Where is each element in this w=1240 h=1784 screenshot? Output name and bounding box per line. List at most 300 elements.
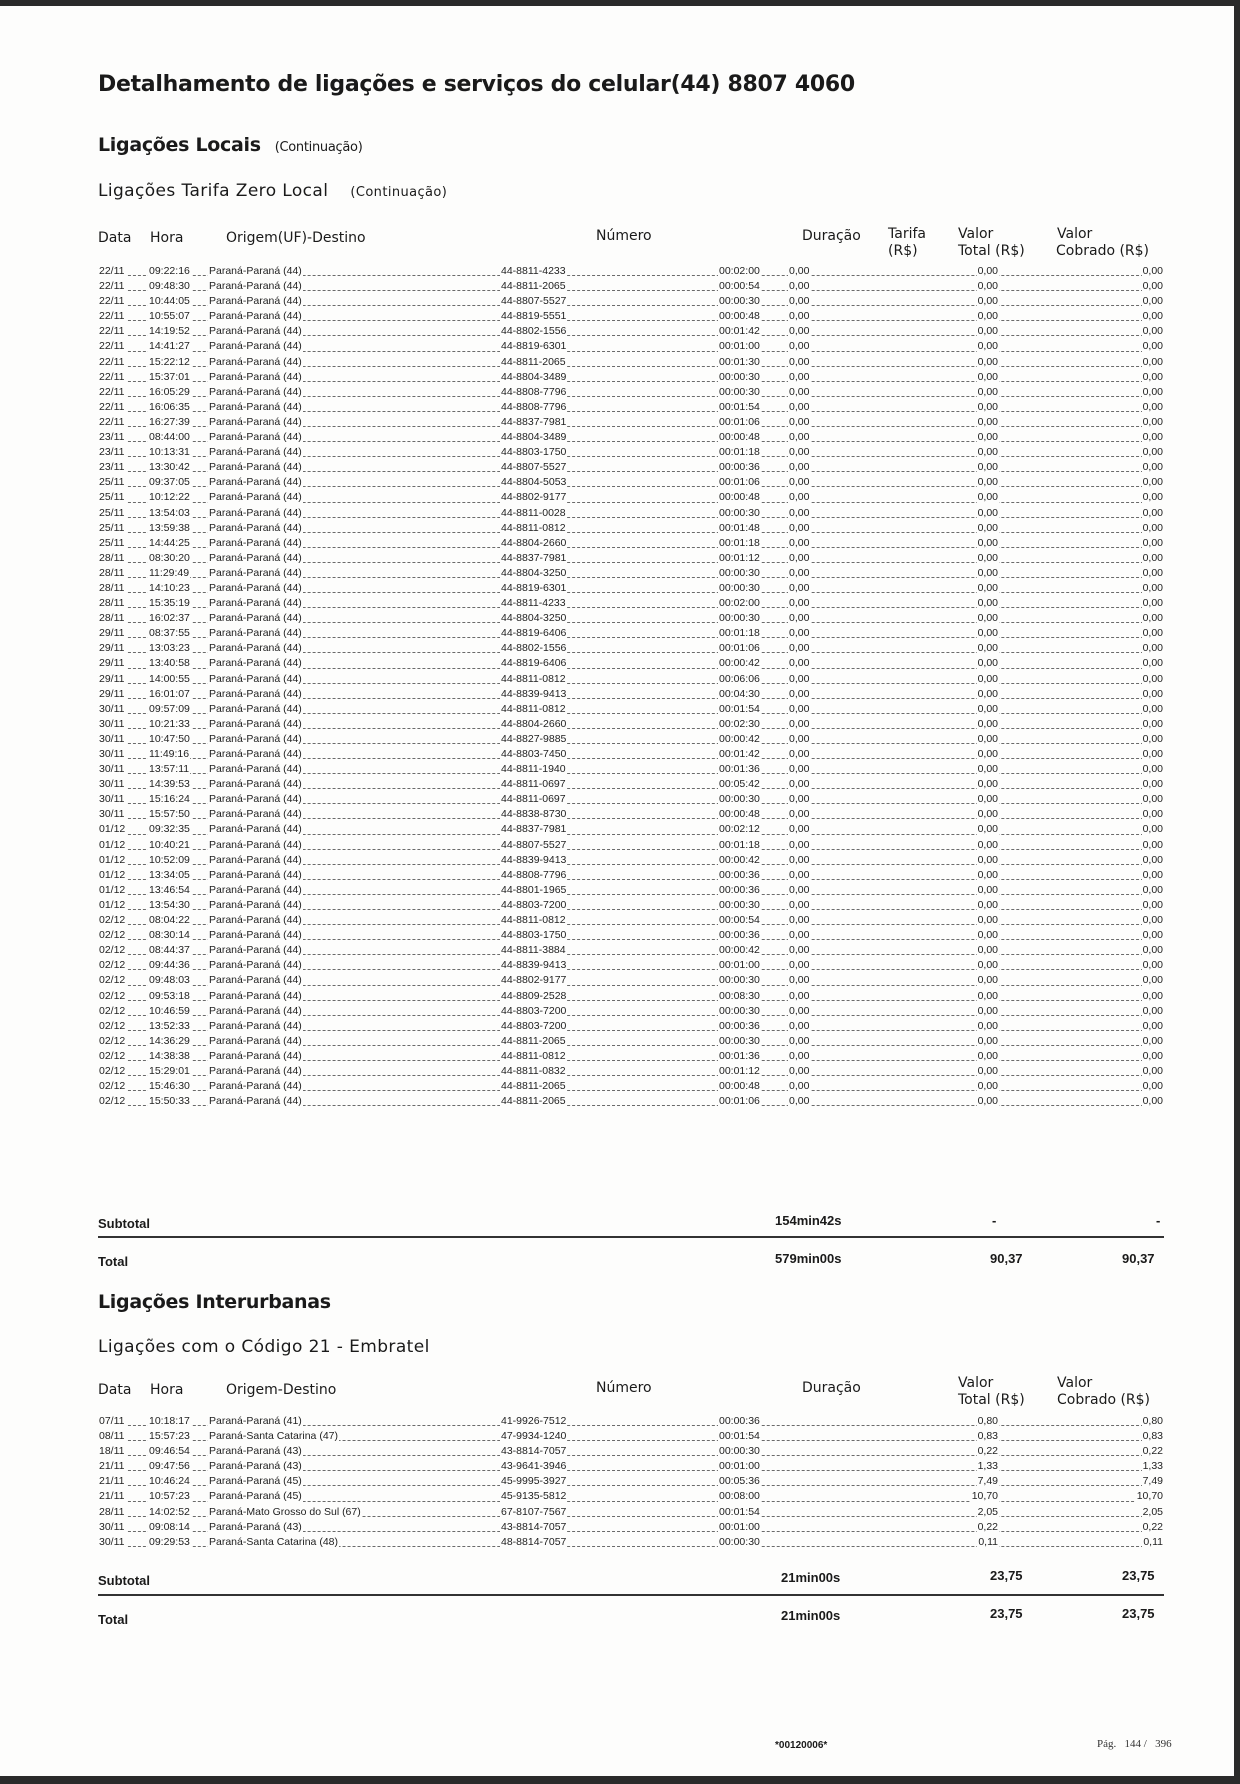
cell-hora: 10:46:59 — [149, 1004, 190, 1017]
cell-numero: 44-8811-0812 — [501, 672, 566, 685]
cell-duracao: 00:01:54 — [719, 702, 760, 715]
cell-origem-destino: Paraná-Paraná (44) — [209, 551, 302, 564]
cell-data: 22/11 — [99, 400, 125, 413]
cell-valor-total: 0,00 — [977, 1080, 998, 1093]
cell-data: 02/12 — [99, 1004, 126, 1017]
cell-tarifa: 0,00 — [789, 1080, 810, 1093]
cell-numero: 44-8811-0812 — [501, 1049, 566, 1062]
cell-valor-total: 0,00 — [977, 1064, 998, 1077]
cell-data: 23/11 — [99, 461, 125, 474]
cell-valor-cobrado: 0,00 — [1142, 687, 1163, 700]
table-row — [98, 324, 1164, 339]
cell-numero: 44-8804-3250 — [501, 612, 567, 625]
table-row — [98, 521, 1164, 536]
cell-numero: 48-8814-7057 — [501, 1535, 567, 1548]
cell-data: 29/11 — [99, 672, 125, 685]
cell-hora: 10:12:22 — [149, 491, 190, 504]
cell-valor-cobrado: 0,00 — [1142, 370, 1163, 383]
cell-hora: 09:53:18 — [149, 989, 190, 1002]
cell-valor-cobrado: 0,00 — [1142, 551, 1163, 564]
table-row — [98, 1444, 1164, 1459]
cell-valor-total: 0,00 — [977, 280, 998, 293]
cell-tarifa: 0,00 — [789, 521, 810, 534]
cell-duracao: 00:00:36 — [719, 929, 760, 942]
cell-numero: 44-8811-0028 — [501, 506, 566, 519]
continuation-label: (Continuação) — [274, 140, 363, 155]
cell-hora: 13:54:30 — [149, 898, 190, 911]
cell-tarifa: 0,00 — [789, 325, 810, 338]
cell-numero: 44-8811-0697 — [501, 778, 566, 791]
cell-valor-total: 0,00 — [977, 400, 998, 413]
cell-hora: 09:44:36 — [149, 959, 190, 972]
table-row — [98, 596, 1164, 611]
table-row — [98, 1459, 1164, 1474]
cell-valor-total: 0,00 — [977, 1095, 998, 1108]
cell-valor-cobrado: 0,00 — [1142, 491, 1163, 504]
cell-valor-total: 0,00 — [977, 823, 998, 836]
cell-hora: 09:57:09 — [149, 702, 190, 715]
cell-origem-destino: Paraná-Paraná (44) — [209, 1004, 302, 1017]
cell-hora: 16:06:35 — [149, 400, 190, 413]
cell-valor-cobrado: 0,00 — [1142, 929, 1163, 942]
subsection-title-embratel: Ligações com o Código 21 - Embratel — [98, 1337, 430, 1357]
cell-valor-cobrado: 0,00 — [1142, 914, 1163, 927]
cell-data: 22/11 — [99, 265, 125, 277]
cell-origem-destino: Paraná-Paraná (45) — [209, 1475, 302, 1488]
cell-duracao: 00:00:30 — [719, 612, 760, 625]
cell-valor-cobrado: 0,80 — [1142, 1415, 1163, 1427]
cell-valor-total: 0,00 — [977, 748, 998, 760]
inter-subtotal-valor-total: 23,75 — [990, 1568, 1023, 1583]
cell-valor-cobrado: 0,00 — [1142, 868, 1163, 881]
cell-duracao: 00:00:54 — [719, 914, 760, 927]
cell-valor-cobrado: 1,33 — [1142, 1460, 1163, 1473]
cell-valor-cobrado: 0,00 — [1142, 717, 1163, 730]
page-label: Pág. — [1097, 1738, 1117, 1750]
cell-origem-destino: Paraná-Paraná (44) — [209, 506, 302, 519]
cell-origem-destino: Paraná-Paraná (44) — [209, 1080, 302, 1093]
cell-origem-destino: Paraná-Paraná (44) — [209, 446, 302, 459]
cell-hora: 13:52:33 — [149, 1019, 190, 1032]
cell-numero: 44-8804-3489 — [501, 431, 567, 444]
col-header-valor-total: Valor Total (R$) — [958, 1375, 1025, 1408]
table-row — [98, 355, 1164, 370]
cell-duracao: 00:01:36 — [719, 763, 760, 776]
table-row — [98, 928, 1164, 943]
cell-duracao: 00:00:30 — [719, 1034, 760, 1047]
cell-tarifa: 0,00 — [789, 808, 810, 821]
cell-valor-total: 0,00 — [977, 627, 998, 640]
cell-valor-cobrado: 0,00 — [1142, 1080, 1163, 1093]
cell-data: 02/12 — [99, 1080, 126, 1093]
cell-origem-destino: Paraná-Paraná (44) — [209, 793, 302, 806]
cell-tarifa: 0,00 — [789, 310, 810, 323]
cell-hora: 15:37:01 — [149, 370, 190, 383]
table-row — [98, 656, 1164, 671]
cell-valor-cobrado: 0,00 — [1142, 340, 1163, 353]
cell-data: 25/11 — [99, 491, 125, 504]
document-barcode-code: *00120006* — [775, 1740, 828, 1751]
cell-duracao: 00:01:36 — [719, 1049, 760, 1062]
cell-duracao: 00:02:00 — [719, 265, 760, 277]
cell-origem-destino: Paraná-Paraná (44) — [209, 672, 302, 685]
cell-duracao: 00:01:12 — [719, 551, 760, 564]
cell-duracao: 00:00:36 — [719, 868, 760, 881]
cell-valor-total: 0,00 — [977, 491, 998, 504]
cell-duracao: 00:01:18 — [719, 536, 760, 549]
cell-hora: 13:57:11 — [149, 763, 190, 776]
cell-data: 25/11 — [99, 536, 125, 549]
table-row — [98, 762, 1164, 777]
cell-numero: 44-8838-8730 — [501, 808, 567, 821]
table-row — [98, 1034, 1164, 1049]
cell-data: 30/11 — [99, 1520, 125, 1533]
col-header-tarifa: Tarifa (R$) — [888, 226, 926, 259]
cell-origem-destino: Paraná-Paraná (44) — [209, 763, 302, 776]
cell-valor-total: 0,22 — [977, 1445, 998, 1458]
cell-duracao: 00:00:30 — [719, 793, 760, 806]
cell-valor-cobrado: 0,00 — [1142, 521, 1163, 534]
cell-data: 21/11 — [99, 1490, 125, 1503]
inter-total-valor-total: 23,75 — [990, 1606, 1023, 1621]
col-header-valor-cobrado: Valor Cobrado (R$) — [1057, 1375, 1151, 1408]
cell-origem-destino: Paraná-Paraná (44) — [209, 612, 302, 625]
cell-data: 02/12 — [99, 989, 126, 1002]
table-row — [98, 1535, 1164, 1550]
inter-total-valor-cobrado: 23,75 — [1122, 1606, 1155, 1621]
cell-valor-cobrado: 0,00 — [1142, 415, 1163, 428]
cell-valor-total: 0,00 — [977, 597, 998, 610]
cell-origem-destino: Paraná-Paraná (44) — [209, 415, 302, 428]
cell-origem-destino: Paraná-Paraná (41) — [209, 1415, 302, 1427]
cell-duracao: 00:00:30 — [719, 581, 760, 594]
cell-hora: 08:44:00 — [149, 431, 190, 444]
cell-data: 29/11 — [99, 627, 125, 640]
cell-hora: 15:35:19 — [149, 597, 190, 610]
cell-data: 25/11 — [99, 476, 125, 489]
cell-origem-destino: Paraná-Paraná (44) — [209, 778, 302, 791]
cell-valor-total: 0,00 — [977, 431, 998, 444]
cell-valor-total: 0,00 — [977, 566, 998, 579]
cell-valor-cobrado: 0,00 — [1142, 898, 1163, 911]
cell-valor-cobrado: 0,00 — [1142, 853, 1163, 866]
cell-numero: 44-8837-7981 — [501, 415, 567, 428]
cell-tarifa: 0,00 — [789, 1049, 810, 1062]
cell-valor-total: 0,00 — [977, 944, 998, 957]
cell-hora: 16:02:37 — [149, 612, 190, 625]
cell-duracao: 00:01:54 — [719, 400, 760, 413]
cell-tarifa: 0,00 — [789, 566, 810, 579]
page-number: Pág. 144 / 396 — [1097, 1738, 1172, 1750]
cell-data: 02/12 — [99, 1019, 126, 1032]
cell-numero: 44-8804-2660 — [501, 536, 567, 549]
cell-hora: 09:47:56 — [149, 1460, 190, 1473]
cell-valor-cobrado: 0,00 — [1142, 808, 1163, 821]
cell-origem-destino: Paraná-Paraná (44) — [209, 597, 302, 610]
cell-duracao: 00:00:42 — [719, 732, 760, 745]
table-row — [98, 1429, 1164, 1444]
cell-hora: 10:21:33 — [149, 717, 190, 730]
cell-valor-cobrado: 0,22 — [1142, 1520, 1163, 1533]
table-row — [98, 1019, 1164, 1034]
cell-valor-total: 0,00 — [977, 325, 998, 338]
table-row — [98, 460, 1164, 475]
cell-tarifa: 0,00 — [789, 551, 810, 564]
cell-data: 01/12 — [99, 838, 126, 851]
cell-valor-cobrado: 0,00 — [1142, 400, 1163, 413]
locais-total-duracao: 579min00s — [775, 1251, 842, 1266]
cell-hora: 15:57:50 — [149, 808, 190, 821]
table-row — [98, 913, 1164, 928]
cell-data: 22/11 — [99, 385, 125, 398]
cell-origem-destino: Paraná-Paraná (44) — [209, 853, 302, 866]
continuation-label: (Continuação) — [350, 185, 448, 200]
cell-valor-cobrado: 0,00 — [1142, 657, 1163, 670]
table-row — [98, 868, 1164, 883]
cell-hora: 15:29:01 — [149, 1064, 190, 1077]
cell-valor-cobrado: 0,00 — [1142, 883, 1163, 896]
cell-origem-destino: Paraná-Paraná (44) — [209, 974, 302, 987]
cell-duracao: 00:01:30 — [719, 355, 760, 368]
cell-duracao: 00:01:06 — [719, 642, 760, 655]
table-row — [98, 838, 1164, 853]
cell-data: 02/12 — [99, 974, 126, 987]
cell-origem-destino: Paraná-Paraná (44) — [209, 657, 302, 670]
table-row — [98, 566, 1164, 581]
cell-hora: 10:46:24 — [149, 1475, 190, 1488]
cell-hora: 14:41:27 — [149, 340, 190, 353]
cell-tarifa: 0,00 — [789, 385, 810, 398]
cell-hora: 15:22:12 — [149, 355, 190, 368]
cell-valor-total: 0,11 — [978, 1535, 998, 1548]
cell-numero: 44-8819-5551 — [501, 310, 567, 323]
statement-page — [0, 6, 1234, 1776]
cell-numero: 44-8807-5527 — [501, 461, 567, 474]
cell-data: 30/11 — [99, 763, 125, 776]
cell-origem-destino: Paraná-Paraná (44) — [209, 385, 302, 398]
cell-valor-total: 0,00 — [977, 642, 998, 655]
cell-valor-cobrado: 0,00 — [1142, 732, 1163, 745]
cell-origem-destino: Paraná-Paraná (44) — [209, 566, 302, 579]
cell-numero: 67-8107-7567 — [501, 1505, 567, 1518]
cell-data: 22/11 — [99, 415, 125, 428]
cell-tarifa: 0,00 — [789, 1095, 810, 1108]
cell-data: 02/12 — [99, 1034, 126, 1047]
cell-valor-total: 0,00 — [977, 838, 998, 851]
cell-valor-total: 0,00 — [977, 1034, 998, 1047]
locais-table-body — [98, 264, 1164, 1109]
cell-data: 02/12 — [99, 914, 126, 927]
cell-origem-destino: Paraná-Santa Catarina (47) — [209, 1430, 338, 1443]
cell-data: 28/11 — [99, 551, 125, 564]
cell-tarifa: 0,00 — [789, 898, 810, 911]
cell-numero: 44-8804-2660 — [501, 717, 567, 730]
cell-numero: 44-8804-3489 — [501, 370, 567, 383]
cell-duracao: 00:02:00 — [719, 597, 760, 610]
cell-data: 22/11 — [99, 325, 125, 338]
cell-origem-destino: Paraná-Paraná (44) — [209, 536, 302, 549]
cell-duracao: 00:00:30 — [719, 1535, 760, 1548]
table-row — [98, 943, 1164, 958]
cell-duracao: 00:00:36 — [719, 883, 760, 896]
subsection-title-text: Ligações Tarifa Zero Local — [98, 181, 329, 201]
cell-duracao: 00:00:30 — [719, 566, 760, 579]
table-row — [98, 1520, 1164, 1535]
cell-numero: 44-8801-1965 — [501, 883, 567, 896]
cell-valor-cobrado: 0,11 — [1143, 1535, 1163, 1548]
cell-numero: 44-8808-7796 — [501, 868, 567, 881]
cell-hora: 13:54:03 — [149, 506, 190, 519]
locais-subtotal-valor-cobrado: - — [1156, 1213, 1161, 1228]
cell-valor-cobrado: 0,00 — [1142, 944, 1163, 957]
cell-valor-total: 0,22 — [977, 1520, 998, 1533]
cell-numero: 41-9926-7512 — [501, 1415, 567, 1427]
table-row — [98, 490, 1164, 505]
table-row — [98, 777, 1164, 792]
cell-hora: 10:44:05 — [149, 295, 190, 308]
cell-valor-total: 7,49 — [977, 1475, 998, 1488]
cell-origem-destino: Paraná-Paraná (44) — [209, 280, 302, 293]
cell-valor-total: 0,00 — [977, 476, 998, 489]
cell-data: 30/11 — [99, 793, 125, 806]
cell-tarifa: 0,00 — [789, 506, 810, 519]
cell-valor-cobrado: 0,00 — [1142, 974, 1163, 987]
cell-numero: 44-8803-7200 — [501, 1004, 567, 1017]
cell-origem-destino: Paraná-Paraná (43) — [209, 1445, 302, 1458]
cell-numero: 44-8803-7450 — [501, 748, 567, 760]
table-row — [98, 1474, 1164, 1489]
cell-duracao: 00:05:42 — [719, 778, 760, 791]
table-row — [98, 973, 1164, 988]
locais-subtotal-duracao: 154min42s — [775, 1213, 842, 1228]
cell-hora: 14:38:38 — [149, 1049, 190, 1062]
cell-tarifa: 0,00 — [789, 476, 810, 489]
cell-numero: 43-8814-7057 — [501, 1445, 567, 1458]
inter-total-duracao: 21min00s — [781, 1608, 841, 1623]
cell-numero: 44-8811-1940 — [501, 763, 566, 776]
cell-data: 28/11 — [99, 581, 125, 594]
table-row — [98, 506, 1164, 521]
cell-duracao: 00:06:06 — [719, 672, 760, 685]
cell-tarifa: 0,00 — [789, 944, 810, 957]
interurbanas-table-body — [98, 1414, 1164, 1550]
cell-valor-total: 0,00 — [977, 581, 998, 594]
cell-data: 28/11 — [99, 1505, 125, 1518]
cell-duracao: 00:00:30 — [719, 295, 760, 308]
table-row — [98, 807, 1164, 822]
cell-data: 29/11 — [99, 687, 125, 700]
cell-origem-destino: Paraná-Paraná (44) — [209, 1019, 302, 1032]
cell-tarifa: 0,00 — [789, 431, 810, 444]
cell-duracao: 00:01:00 — [719, 959, 760, 972]
col-header-data: Data — [98, 1382, 132, 1398]
cell-hora: 15:16:24 — [149, 793, 190, 806]
cell-valor-cobrado: 0,00 — [1142, 1019, 1163, 1032]
cell-duracao: 00:01:42 — [719, 325, 760, 338]
cell-origem-destino: Paraná-Paraná (44) — [209, 295, 302, 308]
cell-tarifa: 0,00 — [789, 1064, 810, 1077]
subsection-title-tarifa-zero — [98, 181, 447, 201]
table-row — [98, 264, 1164, 279]
cell-numero: 44-8807-5527 — [501, 838, 567, 851]
col-header-origem: Origem-Destino — [226, 1382, 337, 1398]
cell-hora: 11:49:16 — [149, 748, 190, 760]
cell-origem-destino: Paraná-Paraná (44) — [209, 1064, 302, 1077]
cell-origem-destino: Paraná-Paraná (44) — [209, 868, 302, 881]
cell-duracao: 00:01:54 — [719, 1430, 760, 1443]
table-row — [98, 475, 1164, 490]
cell-hora: 08:30:14 — [149, 929, 190, 942]
cell-valor-cobrado: 0,00 — [1142, 1064, 1163, 1077]
cell-valor-cobrado: 0,00 — [1142, 431, 1163, 444]
cell-tarifa: 0,00 — [789, 355, 810, 368]
cell-origem-destino: Paraná-Paraná (44) — [209, 1049, 302, 1062]
cell-origem-destino: Paraná-Paraná (44) — [209, 265, 302, 277]
cell-hora: 09:37:05 — [149, 476, 190, 489]
cell-valor-total: 0,00 — [977, 1019, 998, 1032]
cell-valor-total: 0,00 — [977, 1004, 998, 1017]
cell-valor-total: 0,00 — [977, 929, 998, 942]
cell-duracao: 00:00:42 — [719, 853, 760, 866]
cell-valor-cobrado: 0,00 — [1142, 763, 1163, 776]
col-header-origem: Origem(UF)-Destino — [226, 230, 366, 246]
table-row — [98, 339, 1164, 354]
cell-hora: 10:13:31 — [149, 446, 190, 459]
cell-tarifa: 0,00 — [789, 280, 810, 293]
cell-valor-cobrado: 0,22 — [1142, 1445, 1163, 1458]
cell-numero: 44-8809-2528 — [501, 989, 567, 1002]
cell-duracao: 00:00:42 — [719, 657, 760, 670]
cell-valor-total: 0,00 — [977, 506, 998, 519]
cell-hora: 13:34:05 — [149, 868, 190, 881]
cell-origem-destino: Paraná-Paraná (44) — [209, 400, 302, 413]
cell-valor-total: 0,00 — [977, 778, 998, 791]
cell-valor-total: 0,00 — [977, 914, 998, 927]
cell-duracao: 00:01:06 — [719, 476, 760, 489]
table-row — [98, 702, 1164, 717]
table-row — [98, 1489, 1164, 1504]
cell-valor-total: 0,00 — [977, 672, 998, 685]
cell-duracao: 00:00:48 — [719, 1080, 760, 1093]
cell-hora: 09:22:16 — [149, 265, 190, 277]
cell-valor-cobrado: 0,00 — [1142, 838, 1163, 851]
cell-tarifa: 0,00 — [789, 959, 810, 972]
cell-origem-destino: Paraná-Paraná (44) — [209, 732, 302, 745]
cell-data: 02/12 — [99, 1049, 126, 1062]
table-row — [98, 1079, 1164, 1094]
cell-origem-destino: Paraná-Paraná (44) — [209, 914, 302, 927]
cell-valor-total: 0,00 — [977, 265, 998, 277]
cell-data: 29/11 — [99, 657, 125, 670]
cell-origem-destino: Paraná-Paraná (44) — [209, 748, 302, 760]
col-header-valor-total: Valor Total (R$) — [958, 226, 1025, 259]
cell-numero: 44-8804-5053 — [501, 476, 567, 489]
cell-valor-cobrado: 0,00 — [1142, 672, 1163, 685]
cell-hora: 10:18:17 — [149, 1415, 190, 1427]
table-row — [98, 430, 1164, 445]
cell-origem-destino: Paraná-Paraná (44) — [209, 823, 302, 836]
cell-data: 30/11 — [99, 748, 125, 760]
cell-valor-total: 0,00 — [977, 974, 998, 987]
cell-hora: 13:40:58 — [149, 657, 190, 670]
cell-valor-total: 0,00 — [977, 732, 998, 745]
cell-tarifa: 0,00 — [789, 838, 810, 851]
cell-valor-total: 0,00 — [977, 853, 998, 866]
table-row — [98, 536, 1164, 551]
cell-data: 22/11 — [99, 280, 125, 293]
cell-numero: 44-8819-6406 — [501, 657, 567, 670]
cell-tarifa: 0,00 — [789, 627, 810, 640]
